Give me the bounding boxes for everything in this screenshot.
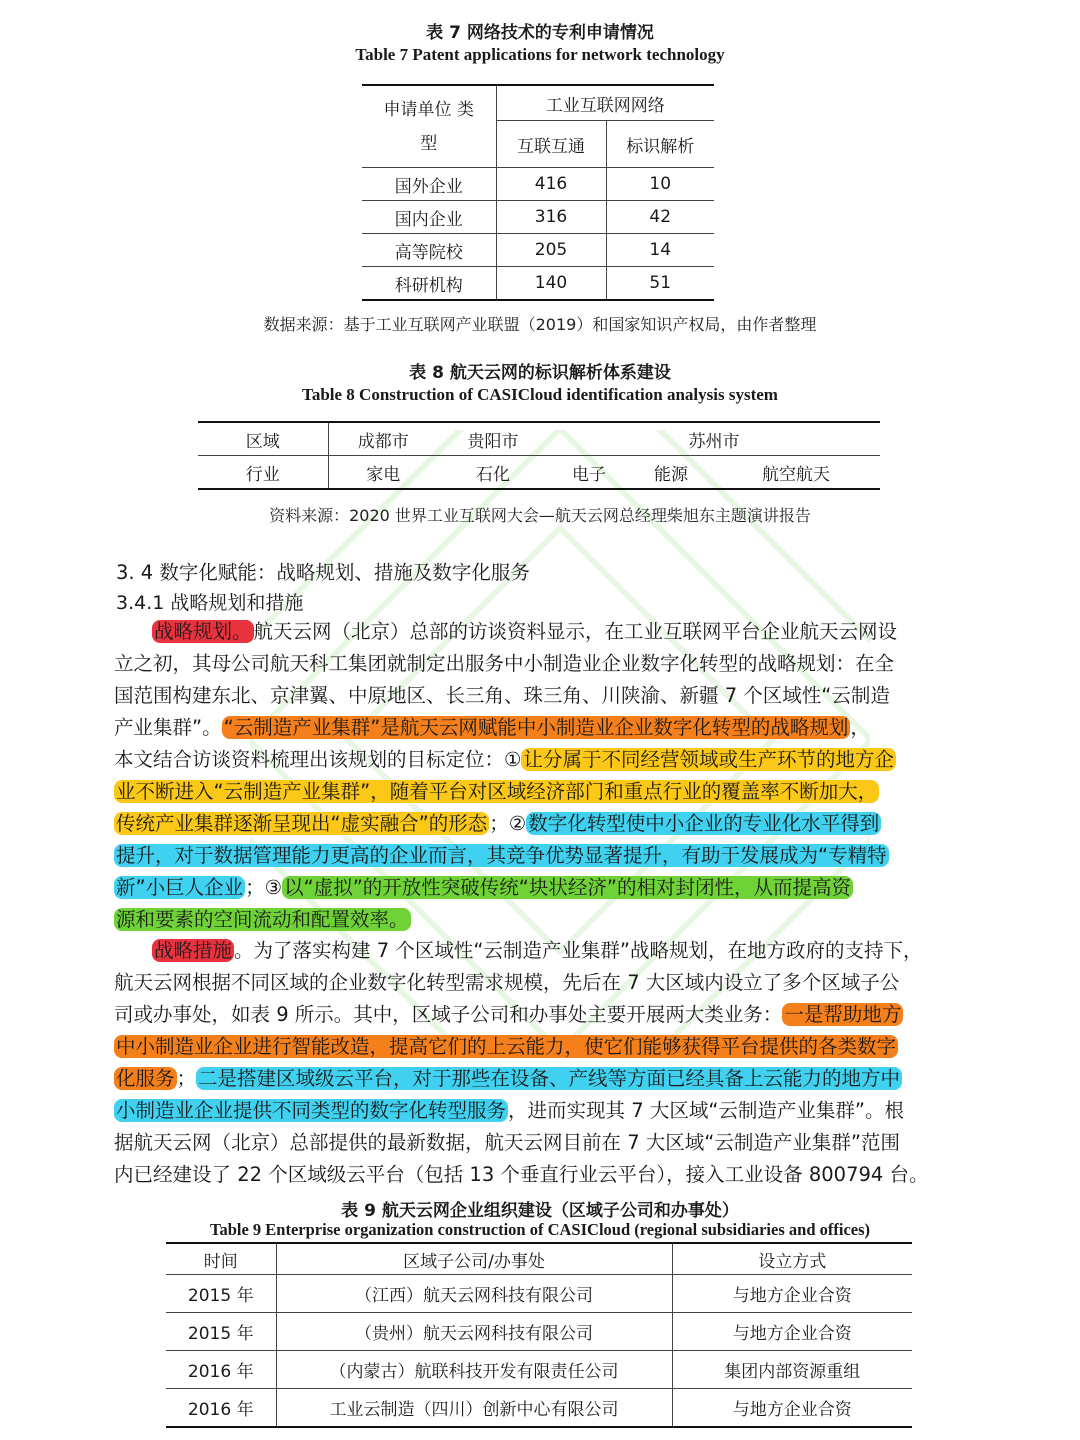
text-line: 司或办事处，如表 9 所示。其中，区域子公司和办事处主要开展两大类业务： [114, 1003, 783, 1026]
table-cell: 2016 年 [166, 1389, 276, 1428]
table7-group-header: 工业互联网网络 [496, 85, 714, 121]
highlight-text: 传统产业集群逐渐呈现出“虚实融合”的形态 [116, 812, 488, 835]
table-cell: 电子 [572, 464, 606, 485]
highlight-text: 源和要素的空间流动和配置效率。 [116, 908, 409, 931]
text-line: 航天云网根据不同区域的企业数字化转型需求规模，先后在 7 大区域内设立了多个区域子公 [114, 971, 900, 994]
subsection-heading: 3.4.1 战略规划和措施 [116, 592, 304, 614]
table-cell: （贵州）航天云网科技有限公司 [276, 1313, 672, 1351]
table-cell: 2015 年 [166, 1313, 276, 1351]
table-cell: 区域 [198, 422, 328, 456]
table-cell: 与地方企业合资 [672, 1275, 912, 1313]
highlight-text: 一是帮助地方 [784, 1003, 902, 1026]
table-cell: 苏州市 [548, 422, 880, 456]
table-cell: 10 [606, 168, 714, 201]
table7-col2-header: 标识解析 [606, 121, 714, 168]
highlight-text: 小制造业企业提供不同类型的数字化转型服务 [116, 1099, 507, 1122]
table-cell: 205 [496, 234, 606, 267]
table-cell: 航空航天 [762, 464, 830, 485]
table9 [166, 1242, 912, 1428]
table-row [166, 1351, 912, 1389]
table7 [362, 84, 714, 301]
table7-source: 数据来源：基于工业互联网产业联盟（2019）和国家知识产权局，由作者整理 [263, 315, 817, 334]
table-cell: 140 [496, 267, 606, 301]
text-line: ； [176, 1067, 197, 1090]
table-cell: 51 [606, 267, 714, 301]
paragraph-strategy-measures [114, 935, 966, 1191]
paragraph-strategy-plan [114, 616, 966, 936]
section-heading: 3. 4 数字化赋能：战略规划、措施及数字化服务 [116, 561, 530, 584]
table-cell: 行业 [245, 464, 280, 485]
table7-caption-en: Table 7 Patent applications for network technology [355, 45, 725, 64]
highlight-tag: 战略措施 [154, 939, 233, 962]
text-line: 航天云网（北京）总部的访谈资料显示，在工业互联网平台企业航天云网设 [253, 620, 898, 643]
highlight-text: 让分属于不同经营领域或生产环节的地方企 [523, 748, 894, 771]
table-header: 时间 [203, 1251, 238, 1272]
table7-caption-cn: 表 7 网络技术的专利申请情况 [426, 23, 654, 43]
table-cell: 贵阳市 [438, 422, 548, 456]
table8 [198, 421, 880, 490]
highlight-text: 提升，对于数据管理能力更高的企业而言，其竞争优势显著提升，有助于发展成为“专精特 [116, 844, 887, 867]
table-row [166, 1313, 912, 1351]
table-cell: 416 [496, 168, 606, 201]
highlight-text: 二是搭建区域级云平台，对于那些在设备、产线等方面已经具备上云能力的地方中 [198, 1067, 901, 1090]
table-row [166, 1389, 912, 1428]
highlight-text: 新”小巨人企业 [116, 876, 244, 899]
table-cell: 与地方企业合资 [672, 1313, 912, 1351]
table8-caption-cn: 表 8 航天云网的标识解析体系建设 [409, 363, 671, 383]
highlight-text: “云制造产业集群”是航天云网赋能中小制造业企业数字化转型的战略规划 [223, 716, 849, 739]
table8-source: 资料来源：2020 世界工业互联网大会—航天云网总经理柴旭东主题演讲报告 [269, 506, 811, 525]
table-header: 区域子公司/办事处 [276, 1243, 672, 1275]
text-line: 立之初，其母公司航天科工集团就制定出服务中小制造业企业数字化转型的战略规划：在全 [114, 652, 895, 675]
text-line: 据航天云网（北京）总部提供的最新数据，航天云网目前在 7 大区域“云制造产业集群”范围 [114, 1131, 901, 1154]
table-cell: 石化 [476, 464, 510, 485]
highlight-text: 以“虚拟”的开放性突破传统“块状经济”的相对封闭性，从而提高资 [284, 876, 852, 899]
text-line: ，进而实现其 7 大区域“云制造产业集群”。根 [508, 1099, 905, 1122]
table7-col1-header: 互联互通 [496, 121, 606, 168]
table7-type-header: 申请单位 类型 [362, 85, 496, 168]
text-line: 产业集群”。 [114, 716, 222, 739]
table-cell: 42 [606, 201, 714, 234]
table-row [166, 1275, 912, 1313]
text-line: 。为了落实构建 7 个区域性“云制造产业集群”战略规划，在地方政府的支持下， [234, 939, 923, 962]
table-cell: 2015 年 [166, 1275, 276, 1313]
text-line: ；③ [245, 876, 283, 899]
highlight-text: 数字化转型使中小企业的专业化水平得到 [528, 812, 880, 835]
highlight-tag: 战略规划。 [154, 620, 252, 643]
table-cell: 316 [496, 201, 606, 234]
text-line: ， [850, 716, 870, 739]
highlight-text: 中小制造业企业进行智能改造，提高它们的上云能力，使它们能够获得平台提供的各类数字 [116, 1035, 897, 1058]
table-cell: 14 [606, 234, 714, 267]
table-cell: 成都市 [328, 422, 438, 456]
table-cell: 家电 [328, 456, 438, 490]
highlight-text: 化服务 [116, 1067, 175, 1090]
table8-caption-en: Table 8 Construction of CASICloud identification analysis system [302, 385, 778, 404]
table-cell: 工业云制造（四川）创新中心有限公司 [276, 1389, 672, 1428]
table-cell: 集团内部资源重组 [672, 1351, 912, 1389]
table-cell: 科研机构 [362, 267, 496, 301]
table-cell: 国外企业 [394, 176, 463, 197]
table9-caption-en: Table 9 Enterprise organization construction of CASICloud (regional subsidiaries and offices) [209, 1220, 871, 1239]
table-cell: 国内企业 [362, 201, 496, 234]
table-cell: （江西）航天云网科技有限公司 [276, 1275, 672, 1313]
text-line: 内已经建设了 22 个区域级云平台（包括 13 个垂直行业云平台），接入工业设备 800794 台。 [114, 1163, 929, 1186]
highlight-text: 业不断进入“云制造产业集群”，随着平台对区域经济部门和重点行业的覆盖率不断加大， [116, 780, 878, 803]
table-cell: 能源 [654, 464, 688, 485]
table9-caption-cn: 表 9 航天云网企业组织建设（区域子公司和办事处） [341, 1201, 739, 1221]
text-line: 国范围构建东北、京津翼、中原地区、长三角、珠三角、川陕渝、新疆 7 个区域性“云制造 [114, 684, 890, 707]
table-cell: （内蒙古）航联科技开发有限责任公司 [276, 1351, 672, 1389]
text-line: ；② [489, 812, 527, 835]
table-cell: 高等院校 [362, 234, 496, 267]
table-header: 设立方式 [672, 1243, 912, 1275]
table-cell: 2016 年 [166, 1351, 276, 1389]
text-line: 本文结合访谈资料梳理出该规划的目标定位：① [114, 748, 522, 771]
table-cell: 与地方企业合资 [672, 1389, 912, 1428]
